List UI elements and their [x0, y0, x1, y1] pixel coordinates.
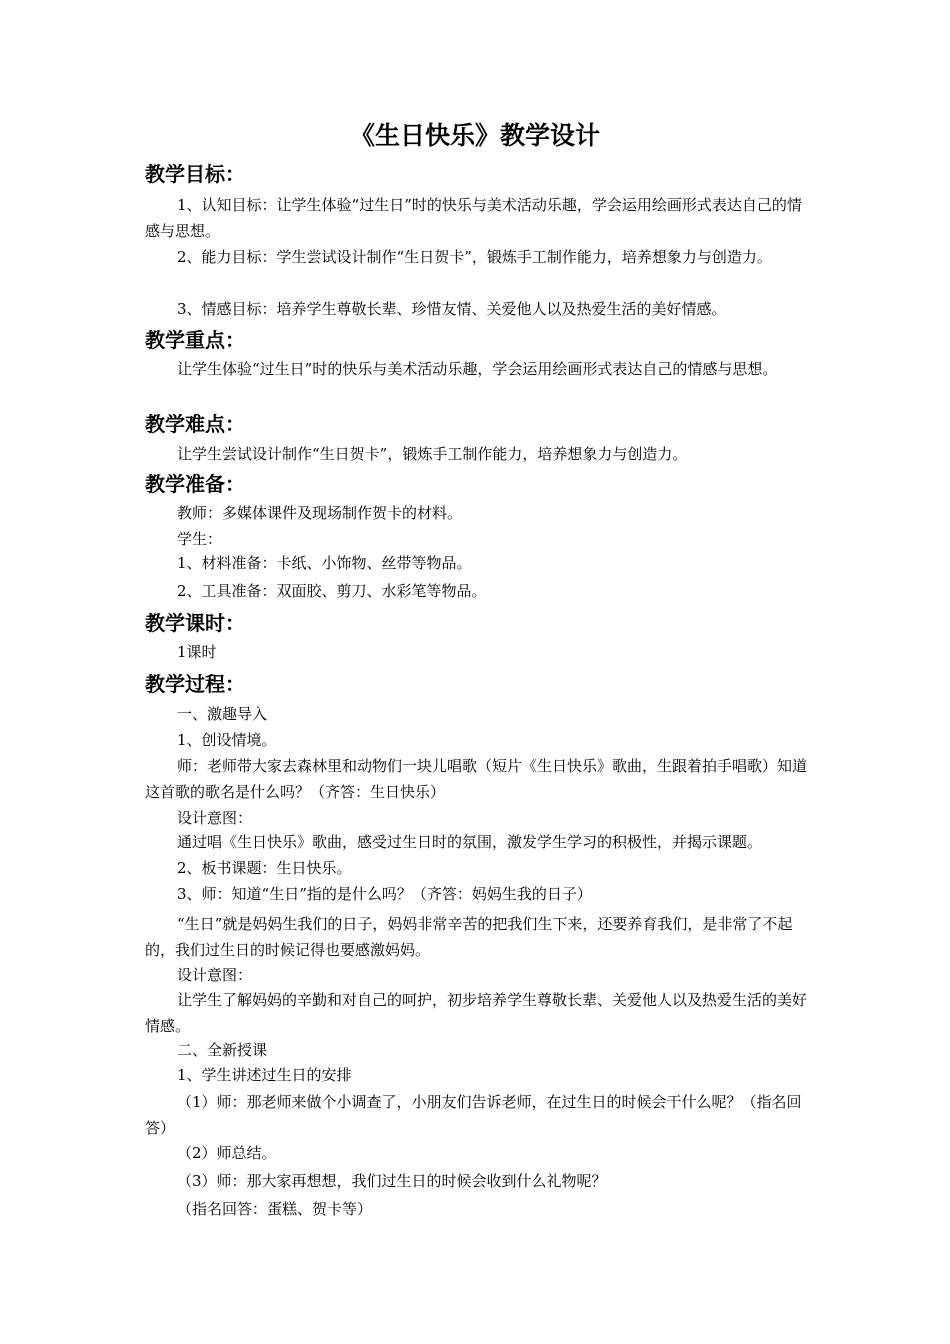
goals-paragraph-3: 3、情感目标：培养学生尊敬长辈、珍惜友情、关爱他人以及热爱生活的美好情感。 [177, 300, 727, 318]
hours-value: 1课时 [177, 643, 217, 661]
process-part-2-step-1: 1、学生讲述过生日的安排 [177, 1066, 352, 1084]
process-part-2-title: 二、全新授课 [177, 1041, 268, 1059]
goals-paragraph-1: 1、认知目标：让学生体验“过生日”时的快乐与美术活动乐趣，学会运用绘画形式表达自己的情感与思想。 [145, 196, 802, 240]
design-intent-text-1: 通过唱《生日快乐》歌曲，感受过生日时的氛围，激发学生学习的积极性，并揭示课题。 [177, 833, 763, 851]
difficulties-paragraph: 让学生尝试设计制作“生日贺卡”，锻炼手工制作能力，培养想象力与创造力。 [177, 445, 688, 463]
prep-materials: 1、材料准备：卡纸、小饰物、丝带等物品。 [177, 554, 472, 572]
prep-tools: 2、工具准备：双面胶、剪刀、水彩笔等物品。 [177, 582, 487, 600]
prep-teacher: 教师：多媒体课件及现场制作贺卡的材料。 [177, 504, 463, 522]
design-intent-text-2: 让学生了解妈妈的辛勤和对自己的呵护，初步培养学生尊敬长辈、关爱他人以及热爱生活的美好情感。 [145, 991, 808, 1035]
heading-teaching-preparation: 教学准备： [145, 472, 245, 496]
process-teacher-summary: （2）师总结。 [177, 1144, 277, 1162]
process-gift-question: （3）师：那大家再想想，我们过生日的时候会收到什么礼物呢？ [177, 1172, 607, 1190]
process-part-1-title: 一、激趣导入 [177, 705, 268, 723]
goals-paragraph-2: 2、能力目标：学生尝试设计制作“生日贺卡”，锻炼手工制作能力，培养想象力与创造力。 [177, 248, 772, 266]
design-intent-label-2: 设计意图： [177, 966, 253, 984]
process-step-3: 3、师：知道“生日”指的是什么吗？（齐答：妈妈生我的日子） [177, 885, 592, 903]
process-explanation: “生日”就是妈妈生我们的日子，妈妈非常辛苦的把我们生下来，还要养育我们，是非常了不起的，我们过生日的时候记得也要感激妈妈。 [145, 915, 793, 959]
prep-students-label: 学生： [177, 530, 223, 548]
heading-teaching-hours: 教学课时： [145, 611, 245, 635]
process-survey-question: （1）师：那老师来做个小调查了，小朋友们告诉老师，在过生日的时候会干什么呢？（指名回答） [145, 1093, 802, 1137]
heading-teaching-goals: 教学目标： [145, 162, 245, 186]
heading-teaching-difficulties: 教学难点： [145, 412, 245, 436]
key-points-paragraph: 让学生体验“过生日”时的快乐与美术活动乐趣，学会运用绘画形式表达自己的情感与思想。 [177, 360, 778, 378]
process-step-2: 2、板书课题：生日快乐。 [177, 859, 352, 877]
process-dialog-1: 师：老师带大家去森林里和动物们一块儿唱歌（短片《生日快乐》歌曲，生跟着拍手唱歌）知道这首歌的歌名是什么吗？（齐答：生日快乐） [145, 757, 808, 801]
process-step-1: 1、创设情境。 [177, 731, 277, 749]
document-title: 《生日快乐》教学设计 [349, 121, 600, 150]
design-intent-label-1: 设计意图： [177, 809, 253, 827]
heading-teaching-process: 教学过程： [145, 672, 245, 696]
process-gift-answer: （指名回答：蛋糕、贺卡等） [177, 1200, 373, 1218]
heading-teaching-key-points: 教学重点： [145, 328, 245, 352]
